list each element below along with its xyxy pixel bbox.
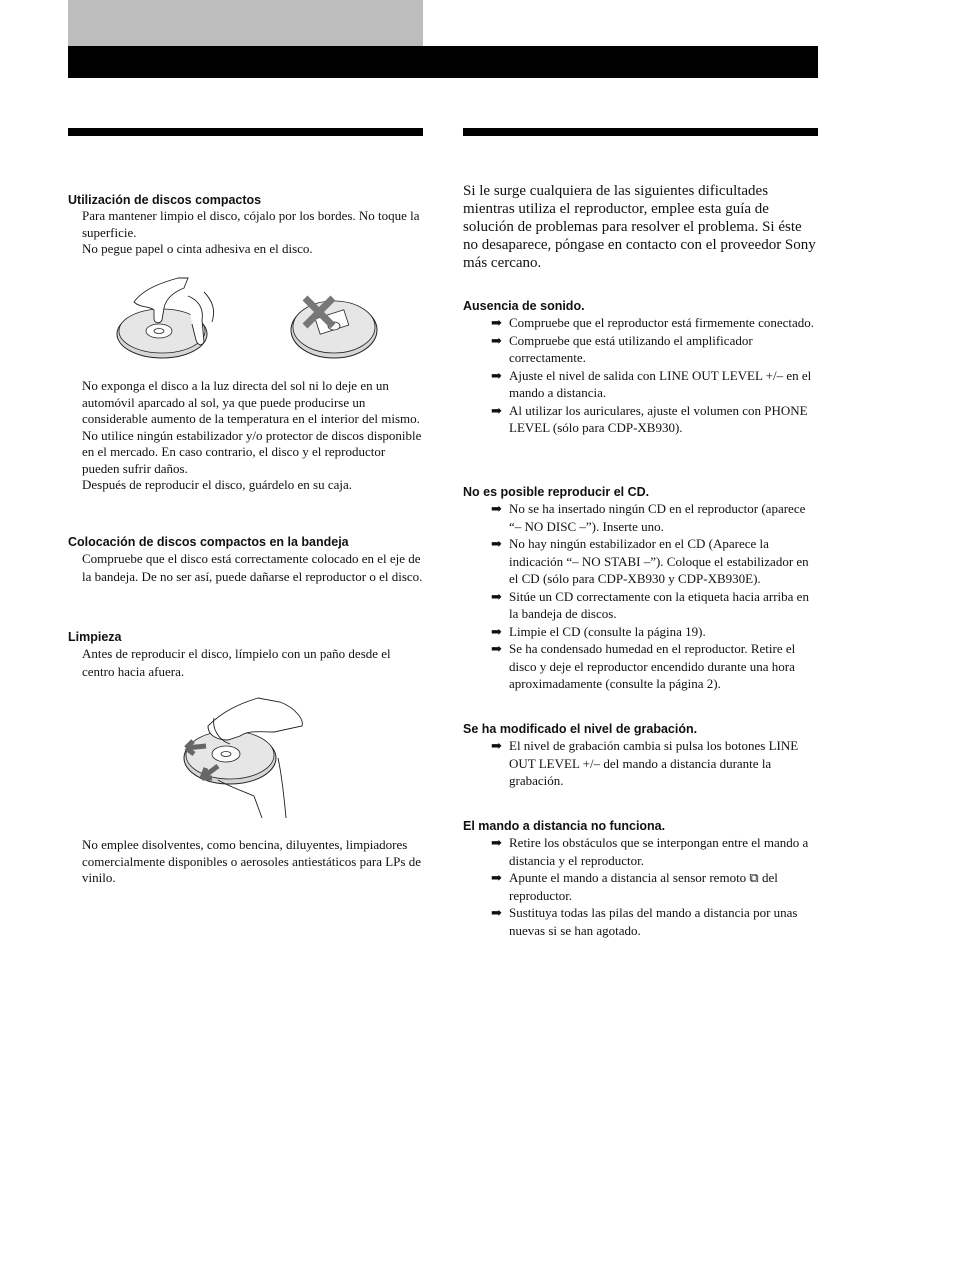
solution-item: ➡ No se ha insertado ningún CD en el reproductor (aparece “– NO DISC –”). Inserte uno. [491,501,806,534]
disc-cleaning-illustration [178,696,308,820]
arrow-icon: ➡ [491,641,502,656]
arrow-icon: ➡ [491,905,502,920]
arrow-icon: ➡ [491,623,502,639]
troubleshooting-intro [463,182,820,272]
intro-paragraph: Si le surge cualquiera de las siguientes dificultades mientras utiliza el reproductor, emplee esta guía de solución de problemas para resolver el problema. Si éste no desaparece, póngase en contacto con el proveedor Sony más cercano. [463,183,816,271]
solution-list [463,737,820,790]
solution-list [463,500,820,693]
section-tray [68,534,423,585]
section-cleaning [68,629,423,680]
solution-list [463,314,820,437]
arrow-icon: ➡ [491,870,502,885]
paragraph: No pegue papel o cinta adhesiva en el disco. [82,241,313,256]
paragraph: No emplee disolventes, como bencina, diluyentes, limpiadores comercialmente disponibles o aerosoles antiestáticos para LPs de vinilo. [82,837,421,885]
problem-heading: Se ha modificado el nivel de grabación. [463,722,698,736]
problem-cannot-play [463,484,820,693]
arrow-icon: ➡ [491,332,502,348]
solution-list [463,834,820,939]
arrow-icon: ➡ [491,315,502,330]
arrow-icon: ➡ [491,501,502,516]
disc-handling-illustration [112,274,392,366]
solution-item: ➡ Compruebe que el reproductor está firmemente conectado. [491,315,815,330]
solution-item: ➡ No hay ningún estabilizador en el CD (Aparece la indicación “– NO STABI –”). Coloque el estabilizador en el CD (sólo para CDP-XB930 y CDP-XB930E). [491,536,809,586]
paragraph: Compruebe que el disco está correctamente colocado en el eje de la bandeja. De no ser así, puede dañarse el reproductor o el disco. [82,551,423,584]
solution-item: ➡ Sitúe un CD correctamente con la etiqueta hacia arriba en la bandeja de discos. [491,588,809,621]
paragraph: No utilice ningún estabilizador y/o protector de discos disponible en el mercado. En caso contrario, el disco y el reproductor pueden sufrir daños. [82,427,422,476]
paragraph: Después de reproducir el disco, guárdelo en su caja. [82,477,353,492]
paragraph: Para mantener limpio el disco, cójalo por los bordes. No toque la superficie. [82,208,420,240]
arrow-icon: ➡ [491,367,502,383]
left-column-rule [68,128,423,136]
arrow-icon: ➡ [491,536,502,551]
section-heading: Limpieza [68,630,122,644]
problem-heading: No es posible reproducir el CD. [463,485,650,499]
right-column-rule [463,128,818,136]
solution-item: ➡ Sustituya todas las pilas del mando a distancia por unas nuevas si se han agotado. [491,905,798,938]
solution-item: ➡ Limpie el CD (consulte la página 19). [491,623,706,639]
paragraph: Antes de reproducir el disco, límpielo con un paño desde el centro hacia afuera. [82,646,391,679]
arrow-icon: ➡ [491,835,502,850]
section-heading: Utilización de discos compactos [68,193,262,207]
arrow-icon: ➡ [491,588,502,604]
section-heading: Colocación de discos compactos en la bandeja [68,535,349,549]
header-black-band [68,46,818,78]
disc-care-notes [68,378,423,494]
problem-remote [463,818,820,939]
section-handling [68,192,423,258]
paragraph: No exponga el disco a la luz directa del sol ni lo deje en un automóvil aparcado al sol, ya que puede producirse un considerable aumento de la temperatura en el interior del mismo. [82,378,420,426]
header-gray-tab [68,0,423,46]
problem-no-sound [463,298,820,437]
arrow-icon: ➡ [491,738,502,753]
problem-recording-level [463,721,820,790]
solvent-note [68,837,423,887]
solution-item: ➡ Al utilizar los auriculares, ajuste el volumen con PHONE LEVEL (sólo para CDP-XB930). [491,402,808,435]
solution-item: ➡ Ajuste el nivel de salida con LINE OUT LEVEL +/– en el mando a distancia. [491,367,812,400]
solution-item: ➡ Compruebe que está utilizando el amplificador correctamente. [491,332,753,365]
problem-heading: Ausencia de sonido. [463,299,585,313]
solution-item: ➡ Apunte el mando a distancia al sensor remoto ⧉ del reproductor. [491,870,778,903]
solution-item: ➡ El nivel de grabación cambia si pulsa los botones LINE OUT LEVEL +/– del mando a distancia durante la grabación. [491,738,799,788]
solution-item: ➡ Retire los obstáculos que se interpongan entre el mando a distancia y el reproductor. [491,835,809,868]
arrow-icon: ➡ [491,402,502,418]
solution-item: ➡ Se ha condensado humedad en el reproductor. Retire el disco y deje el reproductor encendido durante una hora aproximadamente (consulte la página 2). [491,641,796,691]
problem-heading: El mando a distancia no funciona. [463,819,666,833]
